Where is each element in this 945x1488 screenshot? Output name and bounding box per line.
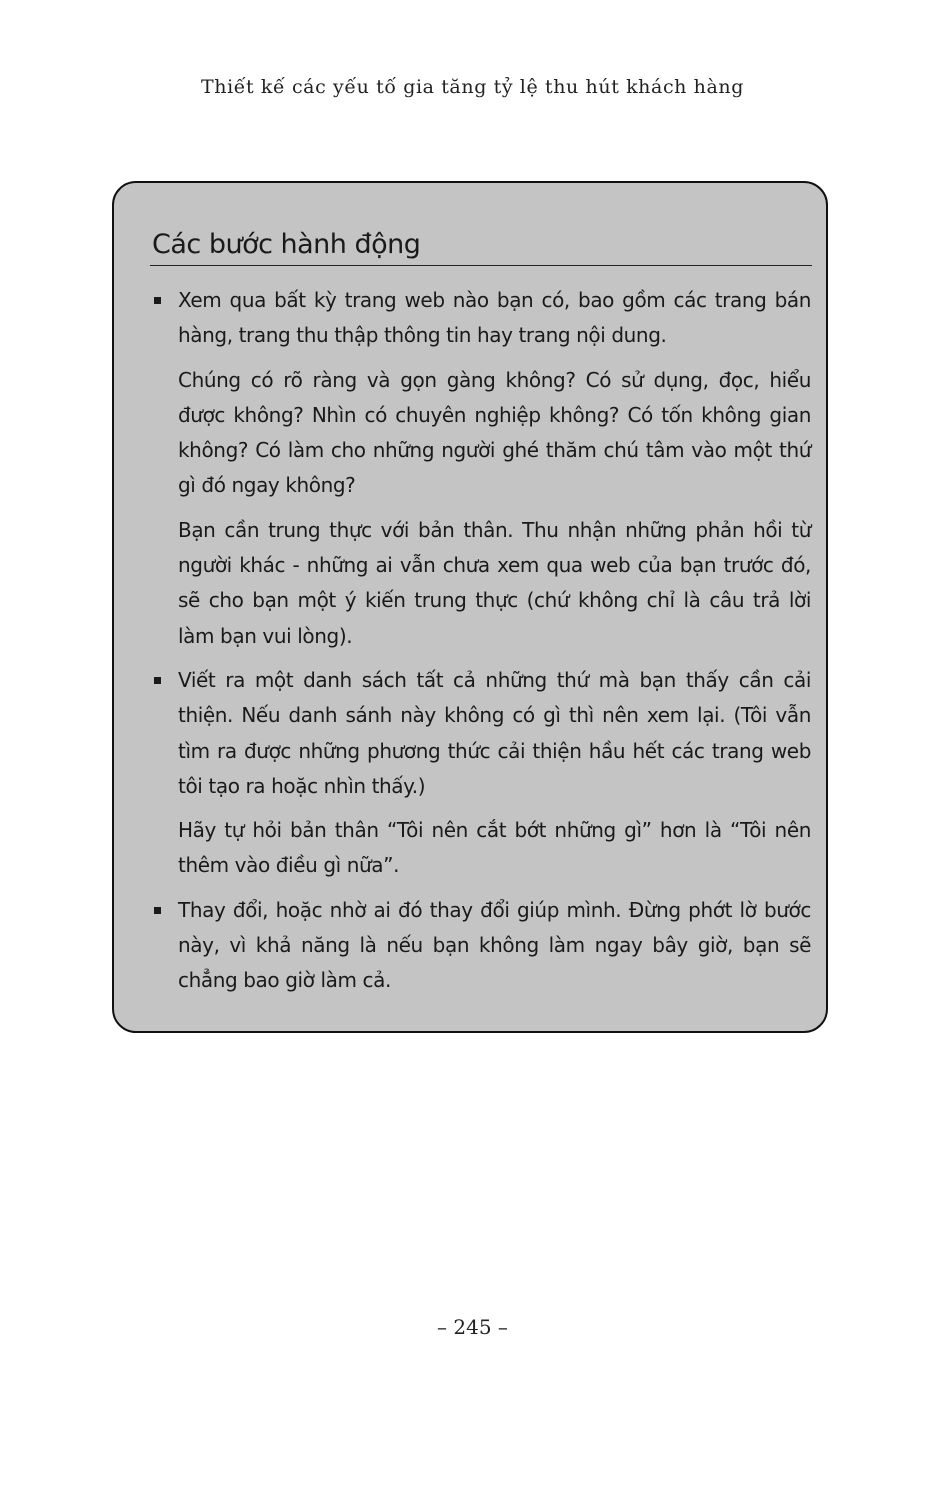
item-subparagraph: Hãy tự hỏi bản thân “Tôi nên cắt bớt những gì” hơn là “Tôi nên thêm vào điều gì nữa”.: [178, 818, 811, 878]
item-subparagraph: Bạn cần trung thực với bản thân. Thu nhận những phản hồi từ người khác - những ai vẫn chưa xem qua web của bạn trước đó, sẽ cho bạn một ý kiến trung thực (chứ không chỉ là câu trả lời làm bạn vui lòng).: [178, 517, 811, 648]
item-subparagraph: Chúng có rõ ràng và gọn gàng không? Có sử dụng, đọc, hiểu được không? Nhìn có chuyên nghiệp không? Có tốn không gian không? Có làm cho những người ghé thăm chú tâm vào một thứ gì đó ngay không?: [178, 367, 811, 498]
list-item: [152, 893, 811, 999]
list-item: [152, 283, 811, 654]
page-number: – 245 –: [437, 1315, 508, 1339]
item-text: Xem qua bất kỳ trang web nào bạn có, bao gồm các trang bán hàng, trang thu thập thông tin hay trang nội dung.: [178, 288, 811, 348]
square-bullet-icon: [154, 907, 161, 914]
running-header: Thiết kế các yếu tố gia tăng tỷ lệ thu hút khách hàng: [200, 76, 745, 98]
square-bullet-icon: [154, 677, 161, 684]
item-text: Thay đổi, hoặc nhờ ai đó thay đổi giúp mình. Đừng phớt lờ bước này, vì khả năng là nếu bạn không làm ngay bây giờ, bạn sẽ chẳng bao giờ làm cả.: [178, 897, 811, 993]
list-item: [152, 663, 811, 884]
title-divider: [150, 265, 812, 266]
square-bullet-icon: [154, 297, 161, 304]
box-title: Các bước hành động: [152, 229, 421, 260]
item-text: Viết ra một danh sách tất cả những thứ mà bạn thấy cần cải thiện. Nếu danh sánh này không có gì thì nên xem lại. (Tôi vẫn tìm ra được những phương thức cải thiện hầu hết các trang web tôi tạo ra hoặc nhìn thấy.): [178, 667, 811, 798]
action-steps-list: [152, 283, 811, 999]
action-steps-box: [112, 181, 828, 1033]
